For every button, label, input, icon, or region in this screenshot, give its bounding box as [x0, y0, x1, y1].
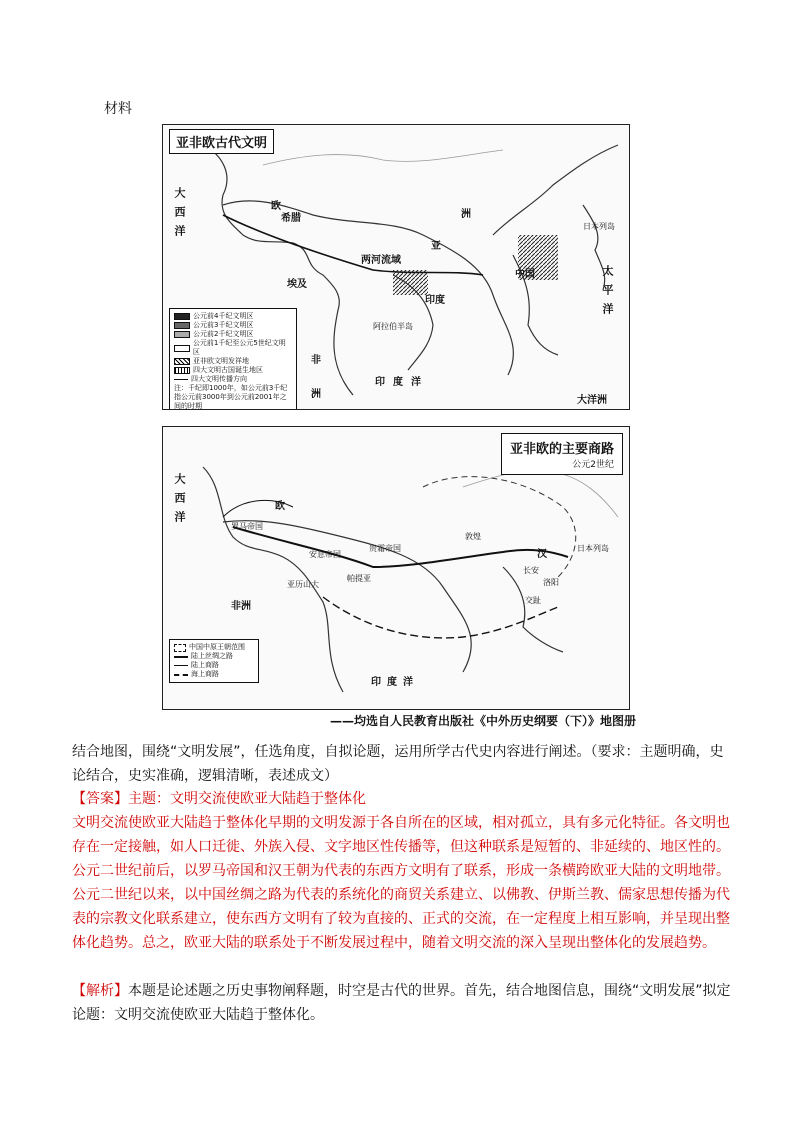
analysis-label: 【解析】: [72, 983, 128, 999]
map1-title: 亚非欧古代文明: [169, 129, 274, 154]
map1-legend-item: 四大文明传播方向: [174, 375, 292, 384]
map1-legend-item: 亚非欧文明发祥地: [174, 357, 292, 366]
material-label: 材料: [104, 101, 132, 117]
map2-place-alexandria: 亚历山大: [287, 580, 319, 589]
question-text: 结合地图，围绕“文明发展”，任选角度，自拟论题，运用所学古代史内容进行阐述。（要求：主题明确，史论结合，史实准确，逻辑清晰，表述成文）: [72, 744, 724, 784]
map2-place-changan: 长安: [523, 566, 539, 575]
map2-place-kushan: 贵霜帝国: [369, 544, 401, 553]
map1-place-japan: 日本列岛: [583, 222, 615, 231]
map2-place-luoyang: 洛阳: [543, 578, 559, 587]
map1-legend: [169, 308, 297, 410]
map-trade-routes: [162, 426, 630, 710]
map1-place-india: 印度: [425, 295, 445, 306]
map1-place-africa-1: 非: [311, 355, 321, 366]
map1-place-africa-2: 洲: [311, 389, 321, 400]
map2-place-han: 汉: [537, 549, 547, 560]
map1-place-asia: 亚: [431, 241, 441, 252]
analysis-text: 本题是论述题之历史事物阐释题，时空是古代的世界。首先，结合地图信息，围绕“文明发展”拟定论题：文明交流使欧亚大陆趋于整体化。: [72, 983, 731, 1023]
map2-legend-item: 陆上商路: [174, 661, 254, 670]
map1-place-mesopotamia: 两河流域: [361, 255, 401, 266]
answer-body: 文明交流使欧亚大陆趋于整体化早期的文明发源于各自所在的区域，相对孤立，具有多元化特征。各文明也存在一定接触，如人口迁徙、外族入侵、文字地区性传播等，但这种联系是短暂的、非延续的、地区性的。公元二世纪前后，以罗马帝国和汉王朝为代表的东西方文明有了联系，形成一条横跨欧亚大陆的文明地带。公元二世纪以来，以中国丝绸之路为代表的系统化的商贸关系建立、以佛教、伊斯兰教、儒家思想传播为代表的宗教文化联系建立，使东西方文明有了较为直接的、正式的交流，在一定程度上相互影响，并呈现出整体化趋势。总之，欧亚大陆的联系处于不断发展过程中，随着文明交流的深入呈现出整体化的发展趋势。: [72, 815, 730, 951]
map1-place-oceania: 大洋洲: [577, 395, 607, 406]
analysis-paragraph: [72, 979, 732, 1027]
map1-legend-item: 公元前3千纪文明区: [174, 321, 292, 330]
map1-legend-item: 公元前1千纪至公元5世纪文明区: [174, 339, 292, 357]
map1-place-greece: 希腊: [281, 213, 301, 224]
map2-title-box: [501, 433, 623, 475]
map1-legend-note: 注：千纪即1000年，如公元前3千纪指公元前3000年到公元前2001年之间的时期: [174, 384, 288, 410]
map1-place-atlantic: 大西洋: [173, 187, 186, 244]
map1-place-egypt: 埃及: [287, 279, 307, 290]
map2-place-rome: 罗马帝国: [231, 522, 263, 531]
answer-label: 【答案】: [72, 791, 128, 807]
map2-place-parthia: 帕提亚: [347, 574, 371, 583]
map-source-caption: ——均选自人民教育出版社《中外历史纲要（下）》地图册: [330, 714, 637, 728]
map2-place-parthia-empire: 安息帝国: [309, 550, 341, 559]
map2-place-indian-ocean: 印度洋: [371, 677, 419, 688]
map1-place-asia-2: 洲: [461, 209, 471, 220]
map2-place-dunhuang: 敦煌: [465, 532, 481, 541]
map-ancient-civilizations: [162, 124, 630, 410]
map2-place-atlantic: 大西洋: [173, 473, 186, 530]
map2-place-jiaozhi: 交趾: [525, 596, 541, 605]
map2-place-africa: 非洲: [231, 601, 251, 612]
map2-legend-item: 陆上丝绸之路: [174, 652, 254, 661]
map1-place-indian-ocean: 印度洋: [375, 377, 429, 388]
map2-place-japan: 日本列岛: [577, 544, 609, 553]
map2-title: 亚非欧的主要商路: [509, 442, 614, 457]
map1-place-china: 中国: [515, 269, 535, 280]
map2-subtitle: 公元2世纪: [572, 460, 614, 470]
map2-legend-item: 海上商路: [174, 670, 254, 679]
map2-place-europe: 欧: [275, 501, 285, 512]
map1-legend-item: 公元前2千纪文明区: [174, 330, 292, 339]
map1-place-pacific: 太平洋: [601, 265, 614, 322]
map1-place-europe: 欧: [271, 201, 281, 212]
answer-theme: 主题：文明交流使欧亚大陆趋于整体化: [128, 791, 366, 807]
map1-place-arabia: 阿拉伯半岛: [373, 322, 413, 331]
map1-legend-item: 四大文明古国诞生地区: [174, 366, 292, 375]
answer-heading: [72, 787, 732, 811]
map2-legend-item: 中国中原王朝范围: [174, 643, 254, 652]
map1-legend-item: 公元前4千纪文明区: [174, 312, 292, 321]
map2-legend: [169, 639, 259, 683]
